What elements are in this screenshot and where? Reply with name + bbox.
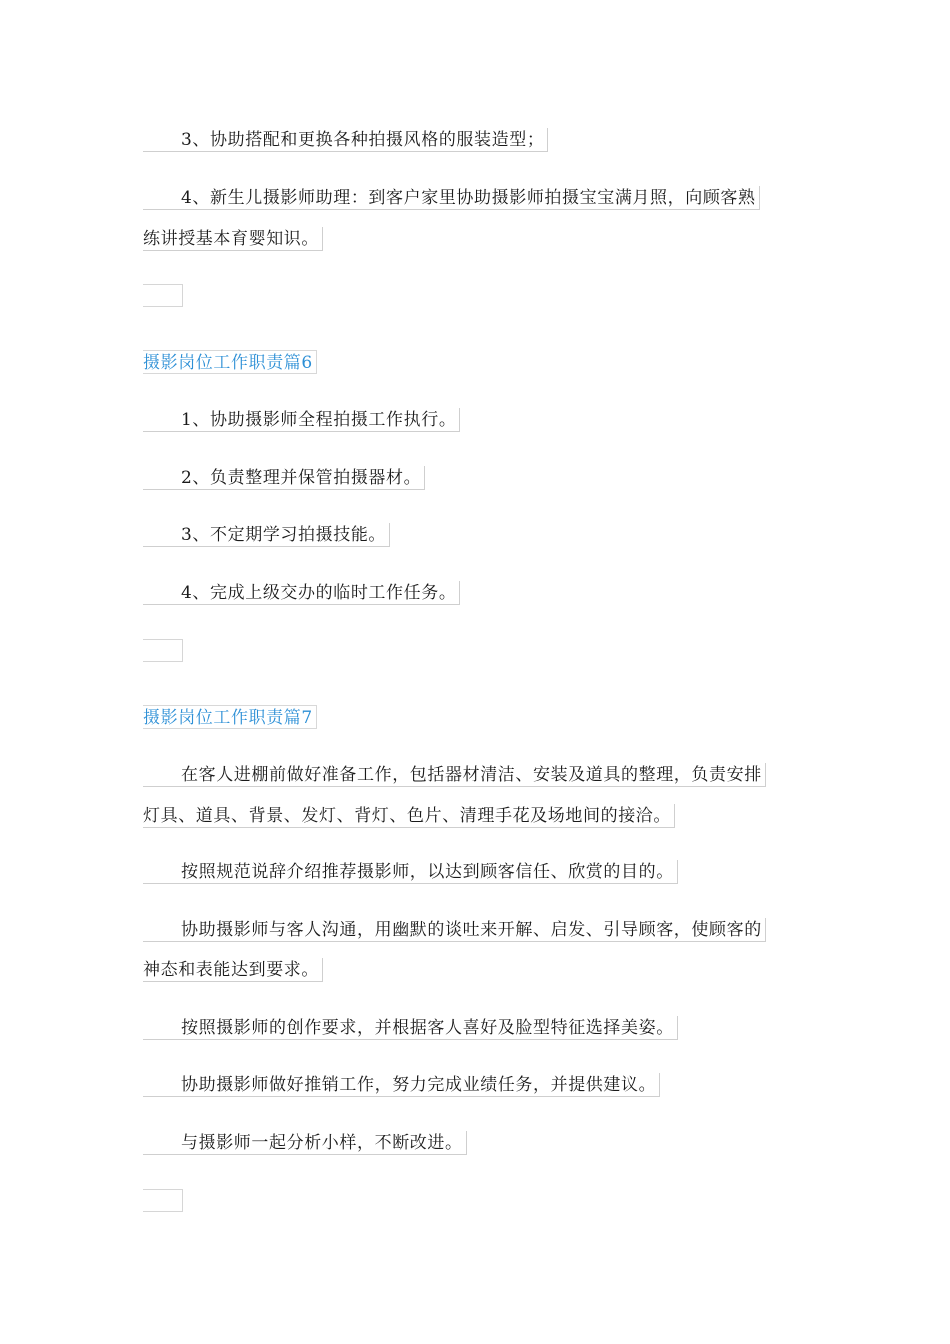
list-item-3: 3、协助搭配和更换各种拍摄风格的服装造型；: [143, 128, 548, 152]
paragraph-2: 按照规范说辞介绍推荐摄影师，以达到顾客信任、欣赏的目的。: [143, 860, 678, 884]
empty-paragraph: [143, 284, 183, 307]
paragraph-5: 协助摄影师做好推销工作，努力完成业绩任务，并提供建议。: [143, 1073, 660, 1097]
paragraph-1-line1: 在客人进棚前做好准备工作，包括器材清洁、安装及道具的整理，负责安排: [143, 763, 766, 787]
section-heading-7: 摄影岗位工作职责篇7: [143, 705, 317, 729]
empty-paragraph: [143, 639, 183, 662]
paragraph-6: 与摄影师一起分析小样，不断改进。: [143, 1131, 467, 1155]
paragraph-3-line2: 神态和表能达到要求。: [143, 958, 323, 982]
paragraph-4: 按照摄影师的创作要求，并根据客人喜好及脸型特征选择美姿。: [143, 1016, 678, 1040]
paragraph-3-line1: 协助摄影师与客人沟通，用幽默的谈吐来开解、启发、引导顾客，使顾客的: [143, 918, 766, 942]
list-item: 2、负责整理并保管拍摄器材。: [143, 466, 425, 490]
paragraph-1-line2: 灯具、道具、背景、发灯、背灯、色片、清理手花及场地间的接洽。: [143, 804, 675, 828]
list-item: 3、不定期学习拍摄技能。: [143, 523, 390, 547]
empty-paragraph: [143, 1189, 183, 1212]
list-item: 4、完成上级交办的临时工作任务。: [143, 581, 460, 605]
list-item: 1、协助摄影师全程拍摄工作执行。: [143, 408, 460, 432]
list-item-4-line1: 4、新生儿摄影师助理：到客户家里协助摄影师拍摄宝宝满月照，向顾客熟: [143, 186, 760, 210]
list-item-4-line2: 练讲授基本育婴知识。: [143, 227, 323, 251]
section-heading-6: 摄影岗位工作职责篇6: [143, 350, 317, 374]
